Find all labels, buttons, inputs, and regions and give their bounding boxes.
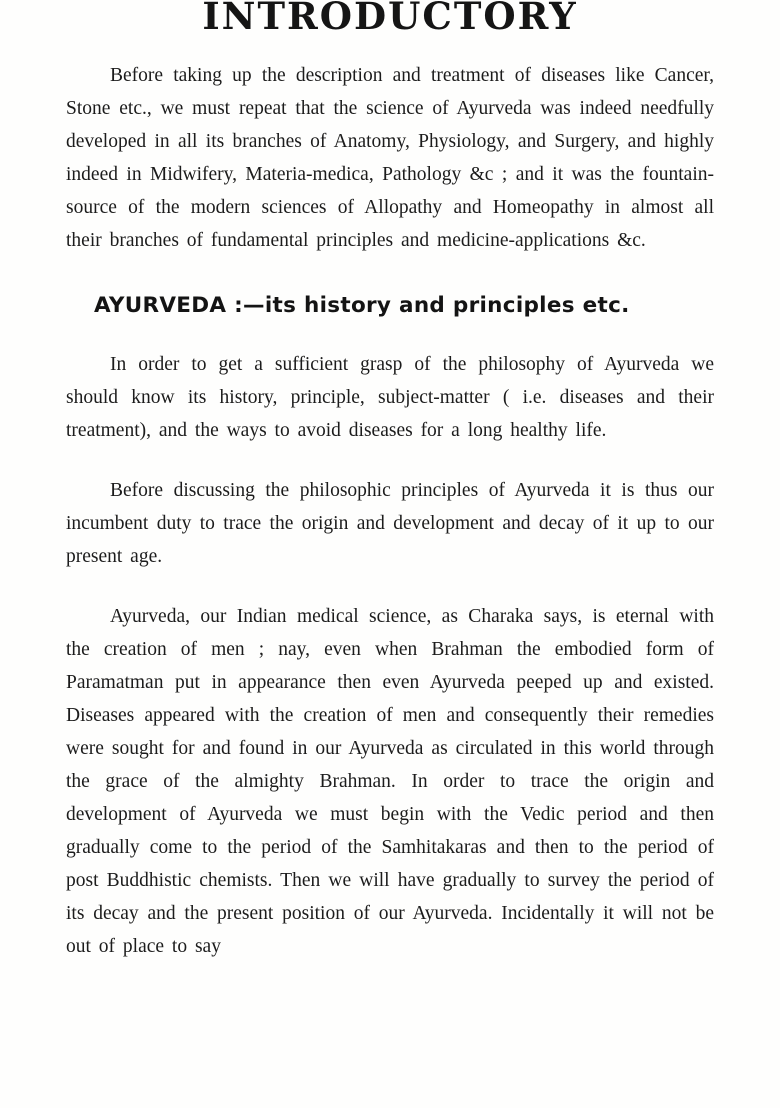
section-heading-ayurveda-history: AYURVEDA :—its history and principles etc. <box>94 292 630 318</box>
paragraph-incumbent-duty: Before discussing the philosophic principles of Ayurveda it is thus our incumbent duty to trace the origin and development and decay of it up to our present age. <box>66 479 714 567</box>
paragraph-philosophy-grasp: In order to get a sufficient grasp of the philosophy of Ayurveda we should know its history, principle, subject-matter ( i.e. diseases and their treatment), and the ways to avoid diseases for a long healthy life. <box>66 353 714 441</box>
page-title: INTRODUCTORY <box>202 0 578 38</box>
paragraph-intro: Before taking up the description and treatment of diseases like Cancer, Stone etc., we must repeat that the science of Ayurveda was indeed needfully developed in all its branches of Anatomy, Physiology, and Surgery, and highly indeed in Midwifery, Materia-medica, Pathology &c ; and it was the fountain-source of the modern sciences of Allopathy and Homeopathy in almost all their branches of fundamental principles and medicine-applications &c. <box>66 64 714 251</box>
paragraph-ayurveda-origin: Ayurveda, our Indian medical science, as Charaka says, is eternal with the creation of men ; nay, even when Brahman the embodied form of Paramatman put in appearance then even Ayurveda peeped up and existed. Diseases appeared with the creation of men and consequently their remedies were sought for and found in our Ayurveda as circulated in this world through the grace of the almighty Brahman. In order to trace the origin and development of Ayurveda we must begin with the Vedic period and then gradually come to the period of the Samhitakaras and then to the period of post Buddhistic chemists. Then we will have gradually to survey the period of its decay and the present position of our Ayurveda. Incidentally it will not be out of place to say <box>66 605 714 957</box>
